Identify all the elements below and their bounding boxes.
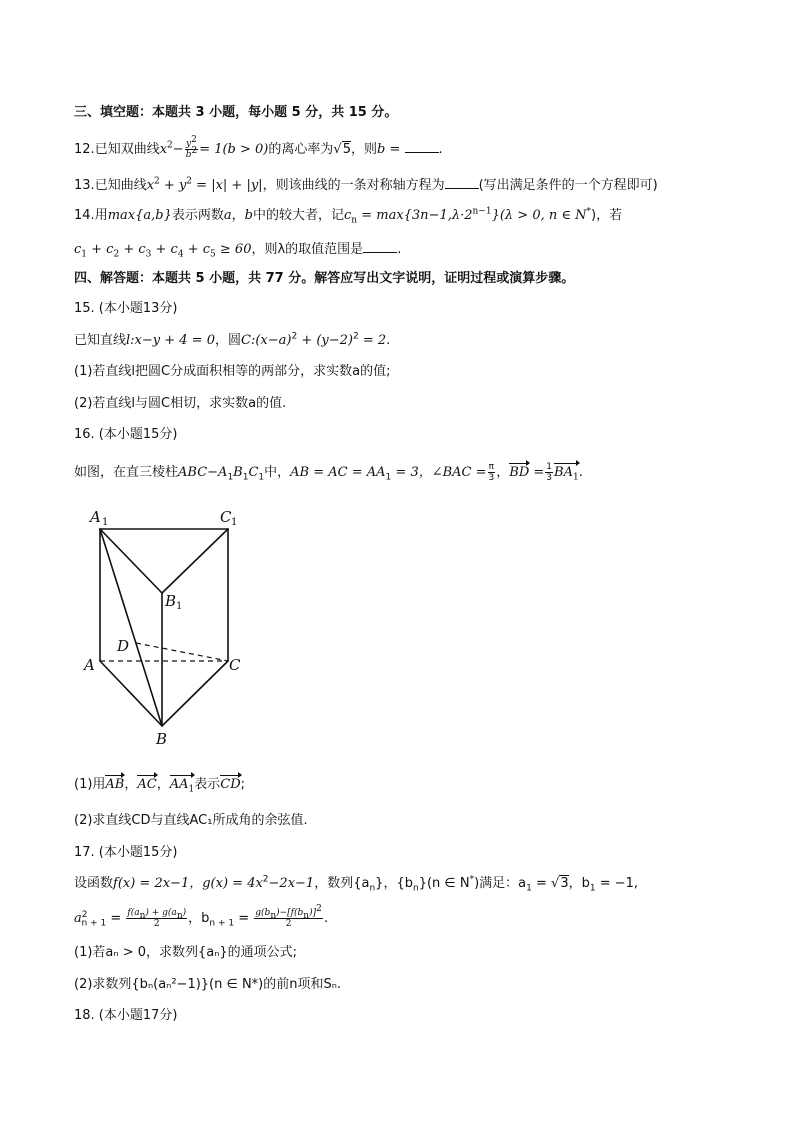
label-d: D <box>117 637 130 655</box>
answer-blank[interactable] <box>363 240 397 253</box>
label-a: A <box>84 656 95 674</box>
q17-title: 17. (本小题15分) <box>74 845 178 860</box>
q16-part1: (1)用AB，AC，$AA_1$表示CD; <box>74 777 246 795</box>
answer-blank[interactable] <box>445 176 479 189</box>
svg-text:1: 1 <box>231 517 238 528</box>
q16-title: 16. (本小题15分) <box>74 427 178 442</box>
q17-part1: (1)若aₙ > 0，求数列{aₙ}的通项公式; <box>74 945 298 960</box>
q15-part1: (1)若直线l把圆C分成面积相等的两部分，求实数a的值; <box>74 364 391 379</box>
q17-part2: (2)求数列{bₙ(aₙ²−1)}(n ∈ N*)的前n项和Sₙ. <box>74 977 342 992</box>
svg-text:1: 1 <box>176 601 183 612</box>
label-c1: C <box>220 508 232 526</box>
question-14-line2: $c_1 + c_2 + c_3 + c_4 + c_5 \ge 60$，则λ的取值范围是 . <box>74 242 402 260</box>
edge-cb <box>162 661 228 726</box>
label-b: B <box>156 730 168 748</box>
edge-a1b <box>100 529 162 726</box>
question-12: 12.已知双曲线$x^2-$ $\frac{y^2}{b^2}$ = 1(b > 0)的离心率为√5，则b = . <box>74 135 443 160</box>
q15-part2: (2)若直线l与圆C相切，求实数a的值. <box>74 396 287 411</box>
q15-stem: 已知直线l:x−y + 4 = 0，圆$C:(x-a)^2 + (y-2)^2 = 2$. <box>74 331 391 348</box>
q15-title: 15. (本小题13分) <box>74 301 178 316</box>
prism-figure <box>78 500 258 750</box>
section3-heading: 三、填空题：本题共 3 小题，每小题 5 分，共 15 分。 <box>74 105 398 120</box>
q16-stem: 如图，在直三棱柱$ABC-A_1B_1C_1$中，AB = AC = $AA_1 = 3$，∠BAC = $\frac{\pi}{3}$ ，BD = $\frac{1}{3}$ $BA_1$. <box>74 462 583 483</box>
section4-heading: 四、解答题：本题共 5 小题，共 77 分。解答应写出文字说明，证明过程或演算步骤。 <box>74 271 575 286</box>
q18-title: 18. (本小题17分) <box>74 1008 178 1023</box>
svg-text:1: 1 <box>102 517 109 528</box>
label-a1: A <box>90 508 101 526</box>
edge-c1b1 <box>162 529 228 593</box>
q17-recurrence: $a^2_{n + 1}$ = $\frac{f(a_n) + g(a_n)}{2}$ ，$b_{n + 1}$ = $\frac{g(b_n)-[f(b_n)]^2}{2}$ . <box>74 904 328 929</box>
question-13: 13.已知曲线$x^2 + y^2 = |x| + |y|$，则该曲线的一条对称轴方程为 (写出满足条件的一个方程即可) <box>74 176 658 193</box>
answer-blank[interactable] <box>405 140 439 153</box>
label-b1: B <box>165 592 177 610</box>
q16-part2: (2)求直线CD与直线AC₁所成角的余弦值. <box>74 813 308 828</box>
edge-ab <box>100 661 162 726</box>
q17-stem: 设函数f(x) = 2x−1，$g(x) = 4x^2-2x-1$，数列$\{a_n\}$，$\{b_n\}(n$ ∈ N*)满足：$a_1 = √3$，$b_1 = -1$, <box>74 874 639 894</box>
segment-dc-hidden <box>136 643 228 661</box>
label-c: C <box>229 656 241 674</box>
question-14: 14.用max{a,b}表示两数a，b中的较大者，记$c_n = \max\{3n-1,\lambda\cdot 2^{n-1}\}(\lambda > 0$, n ∈ N*)，若 <box>74 206 623 226</box>
